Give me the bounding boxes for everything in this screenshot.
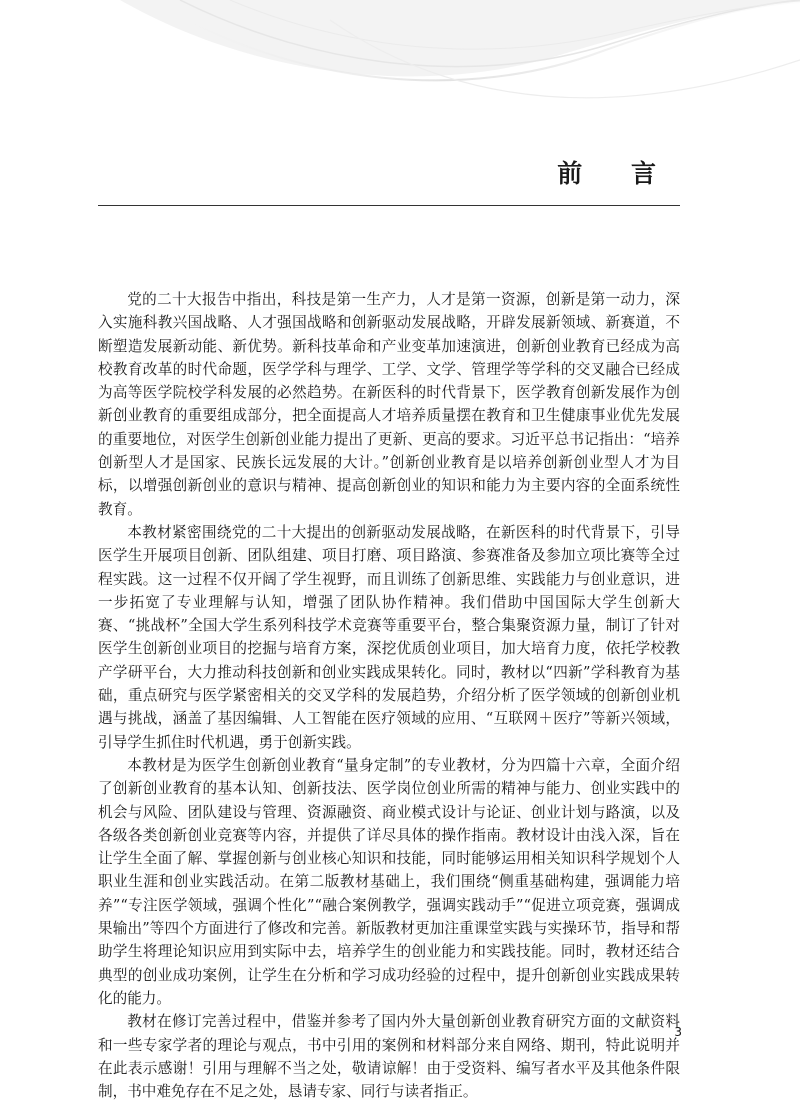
paragraph: 党的二十大报告中指出，科技是第一生产力，人才是第一资源，创新是第一动力，深入实施科教兴国战略、人才强国战略和创新驱动发展战略，开辟发展新领域、新赛道，不断塑造发展新动能、新优势。新科技革命和产业变革加速演进，创新创业教育已经成为高校教育改革的时代命题，医学学科与理学、工学、文学、管理学等学科的交叉融合已经成为高等医学院校学科发展的必然趋势。在新医科的时代背景下，医学教育创新发展作为创新创业教育的重要组成部分，把全面提高人才培养质量摆在教育和卫生健康事业优先发展的重要地位，对医学生创新创业能力提出了更新、更高的要求。习近平总书记指出：“培养创新型人才是国家、民族长远发展的大计。”创新创业教育是以培养创新创业型人才为目标，以增强创新创业的意识与精神、提高创新创业的知识和能力为主要内容的全面系统性教育。 (98, 291, 680, 518)
title-rule (98, 205, 680, 206)
decorative-wave-graphic (0, 0, 800, 150)
preface-body (98, 288, 680, 1103)
page-title: 前 言 (557, 159, 676, 188)
paragraph: 本教材是为医学生创新创业教育“量身定制”的专业教材，分为四篇十六章，全面介绍了创新创业教育的基本认知、创新技法、医学岗位创业所需的精神与能力、创业实践中的机会与风险、团队建设与管理、资源融资、商业模式设计与论证、创业计划与路演，以及各级各类创新创业竞赛等内容，并提供了详尽具体的操作指南。教材设计由浅入深，旨在让学生全面了解、掌握创新与创业核心知识和技能，同时能够运用相关知识科学规划个人职业生涯和创业实践活动。在第二版教材基础上，我们围绕“侧重基础构建，强调能力培养”“专注医学领域，强调个性化”“融合案例教学，强调实践动手”“促进立项竞赛，强调成果输出”等四个方面进行了修改和完善。新版教材更加注重课堂实践与实操环节，指导和帮助学生将理论知识应用到实际中去，培养学生的创业能力和实践技能。同时，教材还结合典型的创业成功案例，让学生在分析和学习成功经验的过程中，提升创新创业实践成果转化的能力。 (98, 756, 680, 1007)
paragraph: 教材在修订完善过程中，借鉴并参考了国内外大量创新创业教育研究方面的文献资料和一些专家学者的理论与观点，书中引用的案例和材料部分来自网络、期刊，特此说明并在此表示感谢！引用与理解不当之处，敬请谅解！由于受资料、编写者水平及其他条件限制，书中难免存在不足之处，恳请专家、同行与读者指正。 (98, 1013, 680, 1101)
paragraph: 本教材紧密围绕党的二十大提出的创新驱动发展战略，在新医科的时代背景下，引导医学生开展项目创新、团队组建、项目打磨、项目路演、参赛准备及参加立项比赛等全过程实践。这一过程不仅开阔了学生视野，而且训练了创新思维、实践能力与创业意识，进一步拓宽了专业理解与认知，增强了团队协作精神。我们借助中国国际大学生创新大赛、“挑战杯”全国大学生系列科技学术竞赛等重要平台，整合集聚资源力量，制订了针对医学生创新创业项目的挖掘与培育方案，深挖优质创业项目，加大培育力度，依托学校教产学研平台，大力推动科技创新和创业实践成果转化。同时，教材以“四新”学科教育为基础，重点研究与医学紧密相关的交叉学科的发展趋势，介绍分析了医学领域的创新创业机遇与挑战，涵盖了基因编辑、人工智能在医疗领域的应用、“互联网＋医疗”等新兴领域，引导学生抓住时代机遇，勇于创新实践。 (98, 523, 680, 751)
page-number: 3 (674, 1025, 682, 1039)
